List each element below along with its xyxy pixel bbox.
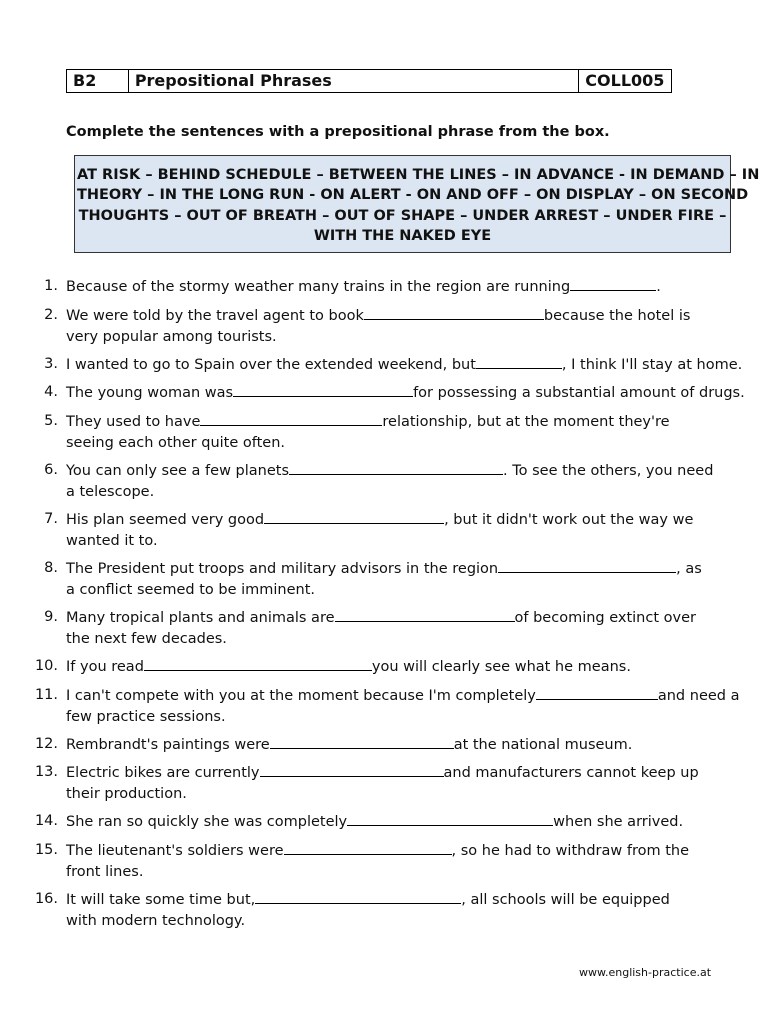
sentence-text-before: We were told by the travel agent to book bbox=[66, 308, 364, 324]
sentence-number: 14. bbox=[34, 813, 58, 829]
sentence-text-before: You can only see a few planets bbox=[66, 463, 290, 479]
answer-blank[interactable] bbox=[260, 762, 444, 777]
sentence-text-before: Many tropical plants and animals are bbox=[66, 610, 335, 626]
sentence-text-before: The lieutenant's soldiers were bbox=[66, 843, 284, 859]
sentence-text-before: I wanted to go to Spain over the extended weekend, but bbox=[66, 357, 476, 373]
instruction-text: Complete the sentences with a prepositional phrase from the box. bbox=[66, 124, 610, 140]
sentence-number: 11. bbox=[34, 687, 58, 703]
sentence-text-after: when she arrived. bbox=[553, 814, 684, 830]
sentence-text-before: It will take some time but, bbox=[66, 892, 256, 908]
answer-blank[interactable] bbox=[364, 305, 544, 320]
sentence-text-after: because the hotel is bbox=[543, 308, 691, 324]
sentence-text-after: , so he had to withdraw from the bbox=[451, 843, 689, 859]
sentence-text-before: The young woman was bbox=[66, 385, 234, 401]
sentence-text-before: They used to have bbox=[66, 414, 201, 430]
answer-blank[interactable] bbox=[270, 734, 454, 749]
sentence-number: 16. bbox=[34, 891, 58, 907]
level-cell: B2 bbox=[67, 70, 129, 92]
answer-blank[interactable] bbox=[255, 889, 461, 904]
answer-blank[interactable] bbox=[570, 276, 656, 291]
footer-url[interactable]: www.english-practice.at bbox=[579, 966, 712, 979]
sentence-number: 3. bbox=[44, 356, 58, 372]
sentence-continuation: wanted it to. bbox=[66, 533, 158, 549]
sentence-text-after: you will clearly see what he means. bbox=[371, 659, 631, 675]
sentence-number: 1. bbox=[44, 278, 58, 294]
sentence-text-after: , I think I'll stay at home. bbox=[561, 357, 743, 373]
answer-blank[interactable] bbox=[233, 382, 413, 397]
sentence-text-before: If you read bbox=[66, 659, 144, 675]
answer-blank[interactable] bbox=[476, 354, 562, 369]
sentence-text-after: , as bbox=[676, 561, 702, 577]
sentence-continuation: seeing each other quite often. bbox=[66, 435, 286, 451]
word-box-line: THOUGHTS – OUT OF BREATH – OUT OF SHAPE – UNDER ARREST – UNDER FIRE – bbox=[78, 207, 727, 224]
sentence-text-before: Rembrandt's paintings were bbox=[66, 737, 270, 753]
sentence-text-after: and manufacturers cannot keep up bbox=[443, 765, 699, 781]
answer-blank[interactable] bbox=[284, 840, 452, 855]
sentence-number: 15. bbox=[34, 842, 58, 858]
code-cell: COLL005 bbox=[585, 71, 665, 90]
word-box-line: AT RISK – BEHIND SCHEDULE – BETWEEN THE LINES – IN ADVANCE - IN DEMAND – IN bbox=[77, 167, 760, 183]
sentence-continuation: a conflict seemed to be imminent. bbox=[66, 582, 316, 598]
sentence-number: 6. bbox=[44, 462, 58, 478]
sentence-text-before: Because of the stormy weather many trains in the region are running bbox=[66, 279, 571, 295]
sentence-continuation: with modern technology. bbox=[66, 913, 246, 929]
sentence-text-after: . bbox=[656, 279, 661, 295]
sentence-number: 8. bbox=[44, 560, 58, 576]
sentence-continuation: few practice sessions. bbox=[66, 709, 226, 725]
sentence-number: 5. bbox=[44, 413, 58, 429]
sentence-number: 7. bbox=[44, 511, 58, 527]
sentence-text-before: Electric bikes are currently bbox=[66, 765, 260, 781]
sentence-text-after: for possessing a substantial amount of drugs. bbox=[413, 385, 745, 401]
answer-blank[interactable] bbox=[144, 656, 372, 671]
answer-blank[interactable] bbox=[335, 607, 515, 622]
sentence-number: 9. bbox=[44, 609, 58, 625]
sentence-number: 4. bbox=[44, 384, 58, 400]
sentence-text-after: at the national museum. bbox=[453, 737, 633, 753]
answer-blank[interactable] bbox=[200, 411, 382, 426]
sentence-number: 12. bbox=[34, 736, 58, 752]
sentence-text-before: She ran so quickly she was completely bbox=[66, 814, 348, 830]
sentence-text-after: , all schools will be equipped bbox=[461, 892, 670, 908]
sentence-number: 13. bbox=[34, 764, 58, 780]
topic-cell: Prepositional Phrases bbox=[129, 70, 579, 92]
answer-blank[interactable] bbox=[498, 558, 676, 573]
sentence-text-after: of becoming extinct over bbox=[514, 610, 696, 626]
word-box bbox=[74, 155, 760, 253]
sentence-continuation: their production. bbox=[66, 786, 187, 802]
sentence-text-after: , but it didn't work out the way we bbox=[444, 512, 694, 528]
sentence-text-after: and need a bbox=[657, 688, 740, 704]
answer-blank[interactable] bbox=[347, 811, 553, 826]
sentence-continuation: a telescope. bbox=[66, 484, 155, 500]
word-box-line: THEORY – IN THE LONG RUN - ON ALERT - ON AND OFF – ON DISPLAY – ON SECOND bbox=[77, 187, 749, 204]
answer-blank[interactable] bbox=[264, 509, 444, 524]
answer-blank[interactable] bbox=[289, 460, 503, 475]
sentence-text-before: I can't compete with you at the moment because I'm completely bbox=[66, 688, 536, 704]
sentence-continuation: the next few decades. bbox=[66, 631, 227, 647]
answer-blank[interactable] bbox=[536, 685, 658, 700]
sentence-text-after: relationship, but at the moment they're bbox=[382, 414, 670, 430]
sentence-text-after: . To see the others, you need bbox=[503, 463, 714, 479]
header-table bbox=[66, 69, 672, 93]
sentence-number: 2. bbox=[44, 307, 58, 323]
sentence-continuation: very popular among tourists. bbox=[66, 329, 277, 345]
sentence-text-before: His plan seemed very good bbox=[66, 512, 265, 528]
sentence-text-before: The President put troops and military advisors in the region bbox=[66, 561, 499, 577]
word-box-line: WITH THE NAKED EYE bbox=[313, 227, 492, 244]
sentence-continuation: front lines. bbox=[66, 864, 144, 880]
sentence-number: 10. bbox=[34, 658, 58, 674]
